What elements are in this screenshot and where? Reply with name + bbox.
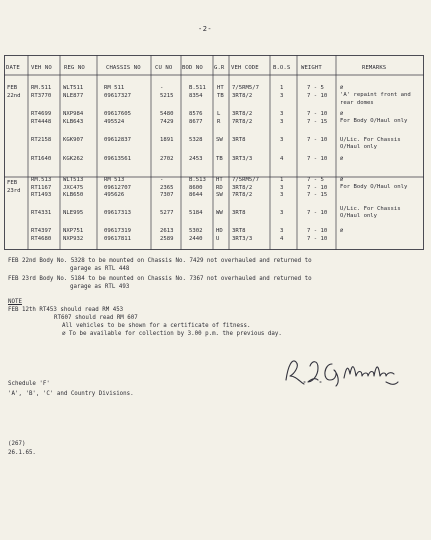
bod-no-cell	[189, 111, 202, 126]
cell-line: 3	[280, 137, 284, 143]
cell-line: 7 - 10	[307, 235, 328, 242]
veh-no-cell	[31, 137, 51, 145]
cell-line: 3	[280, 228, 284, 234]
cu-no-cell	[160, 228, 173, 243]
cell-line: 5328	[189, 137, 203, 143]
bos-cell	[280, 85, 283, 100]
cell-line: 3	[280, 111, 284, 117]
header-date: DATE	[6, 65, 20, 71]
gr-cell	[216, 228, 223, 243]
bos-cell	[280, 111, 283, 126]
reg-no-cell	[63, 228, 83, 243]
signature-drawing	[282, 352, 402, 392]
cell-line: RT1167	[31, 184, 52, 191]
cell-line: -	[160, 177, 164, 183]
cell-line: 2365	[160, 184, 174, 191]
cell-line: 3	[280, 210, 284, 216]
cell-line: 3	[280, 92, 284, 99]
reg-no-cell	[63, 137, 83, 145]
cell-line: 3RT8/2	[232, 111, 253, 117]
weight-cell	[307, 228, 327, 243]
header-veh-code: VEH CODE	[231, 65, 259, 71]
cell-line: 495626	[104, 192, 125, 199]
cu-no-cell	[160, 111, 173, 126]
cell-line: 8644	[189, 192, 203, 199]
cell-line: 3RT8/2	[232, 92, 253, 99]
cell-line: HT	[216, 177, 223, 183]
cell-line: RT1640	[31, 156, 52, 162]
cell-line: NXP751	[63, 228, 84, 234]
weight-cell	[307, 156, 327, 164]
remarks-cell	[340, 85, 420, 107]
cell-line: RM.511	[31, 85, 52, 91]
cell-line: ∅	[340, 85, 344, 91]
cell-line: 495524	[104, 118, 125, 125]
cell-line: ∅	[340, 156, 344, 162]
chassis-no-cell	[104, 156, 131, 164]
cell-line: WLT513	[63, 177, 84, 183]
cell-line: RD	[216, 184, 223, 191]
veh-no-cell	[31, 111, 51, 126]
cell-line: 09617313	[104, 210, 131, 216]
header-veh-no: VEH NO	[31, 65, 52, 71]
cell-line: 7 - 10	[307, 228, 328, 234]
chassis-no-cell	[104, 85, 131, 100]
cu-no-cell	[160, 156, 173, 164]
header-bod-no: BOD NO	[182, 65, 203, 71]
cell-line: RM 513	[104, 177, 125, 183]
chassis-no-cell	[104, 177, 131, 200]
cu-no-cell	[160, 177, 173, 200]
cell-line: ∅	[340, 228, 344, 234]
bod-no-cell	[189, 228, 202, 243]
cell-line: 7 - 10	[307, 156, 328, 162]
cell-line: 3RT8	[232, 210, 246, 216]
veh-no-cell	[31, 228, 51, 243]
cell-line: 7 - 15	[307, 118, 328, 125]
gr-cell	[216, 210, 223, 218]
cell-line: 09617327	[104, 92, 131, 99]
cell-line: For Body O/Haul only	[340, 184, 408, 191]
veh-code-cell	[232, 177, 259, 200]
body-note	[8, 276, 312, 291]
header-chassis-no: CHASSIS NO	[106, 65, 141, 71]
cell-line: NXP932	[63, 235, 84, 242]
cell-line: 1	[280, 177, 284, 183]
cell-line: 3RT3/3	[232, 235, 253, 242]
bod-no-cell	[189, 210, 202, 218]
date-day: 22nd	[7, 92, 21, 99]
cell-line: 8576	[189, 111, 203, 117]
cell-line: RM.513	[31, 177, 52, 183]
cell-line: KGK907	[63, 137, 84, 143]
cell-line: 5480	[160, 111, 174, 117]
cell-line: B.511	[189, 85, 206, 91]
cell-line: 2453	[189, 156, 203, 162]
header-weight: WEIGHT	[301, 65, 322, 71]
body-note-line: FEB 23rd Body No. 5184 to be mounted on Chassis No. 7367 not overhauled and returned to	[8, 276, 312, 282]
cell-line: 7 - 15	[307, 192, 328, 199]
veh-code-cell	[232, 156, 252, 164]
cell-line: RT4448	[31, 118, 52, 125]
cell-line: U/Lic. For Chassis O/Haul only	[340, 206, 401, 220]
weight-cell	[307, 85, 327, 100]
gr-cell	[216, 137, 223, 145]
cell-line: KLB650	[63, 192, 84, 199]
cell-line: 2613	[160, 228, 174, 234]
veh-code-cell	[232, 111, 252, 126]
bos-cell	[280, 210, 283, 218]
cell-line: RT4397	[31, 228, 52, 234]
cell-line: 8600	[189, 184, 203, 191]
date-month: FEB	[7, 85, 18, 91]
cell-line: 5184	[189, 210, 203, 216]
veh-code-cell	[232, 210, 245, 218]
header-cu-no: CU NO	[155, 65, 173, 71]
cell-line: 09612837	[104, 137, 131, 143]
note-heading: NOTE	[8, 299, 22, 305]
cell-line: U/Lic. For Chassis O/Haul only	[340, 137, 401, 151]
cell-line: 2440	[189, 235, 203, 242]
cu-no-cell	[160, 85, 173, 100]
cell-line: SW	[216, 192, 223, 199]
cell-line: 7/5RM5/7	[232, 85, 259, 91]
handwritten-signature	[282, 352, 402, 396]
cell-line: JXC475	[63, 184, 84, 191]
block-date	[7, 85, 20, 100]
cell-line: RT3770	[31, 92, 52, 99]
cell-line: U	[216, 235, 220, 242]
cell-line: 4	[280, 156, 284, 162]
bos-cell	[280, 177, 283, 200]
gr-cell	[216, 156, 223, 164]
remarks-cell	[340, 111, 420, 126]
body-note-line: garage as RTL 448	[70, 265, 130, 272]
cell-line: ∅	[340, 177, 344, 183]
veh-no-cell	[31, 156, 51, 164]
veh-code-cell	[232, 85, 259, 100]
cell-line: 7 - 10	[307, 92, 328, 99]
remarks-cell	[340, 156, 420, 163]
cell-line: 3RT8	[232, 137, 246, 143]
cell-line: 7/5RM5/7	[232, 177, 259, 183]
cell-line: 4	[280, 235, 284, 242]
cell-line: 3RT3/3	[232, 156, 253, 162]
reg-no-cell	[63, 156, 83, 164]
remarks-cell	[340, 137, 422, 152]
cell-line: WW	[216, 210, 223, 216]
body-note	[8, 258, 312, 273]
cell-line: 3	[280, 184, 284, 191]
cell-line: L	[217, 111, 221, 117]
cell-line: -	[160, 85, 164, 91]
cu-no-cell	[160, 137, 173, 145]
reg-no-cell	[63, 177, 83, 200]
reference-number: (267)	[8, 441, 26, 447]
weight-cell	[307, 177, 327, 200]
cell-line: 2589	[160, 235, 174, 242]
cell-line: 5302	[189, 228, 203, 234]
veh-code-cell	[232, 137, 245, 145]
cell-line: 7RT8/2	[232, 192, 253, 199]
reg-no-cell	[63, 111, 83, 126]
cell-line: 5215	[160, 92, 174, 99]
cell-line: 7429	[160, 118, 174, 125]
cell-line: 3	[280, 192, 284, 199]
cell-line: KLB643	[63, 118, 84, 125]
note-line: RT607 should read RM 607	[54, 315, 138, 321]
cell-line: RM 511	[104, 85, 125, 91]
note-line: ∅ To be available for collection by 3.00 p.m. the previous day.	[62, 331, 282, 337]
weight-cell	[307, 137, 327, 145]
bod-no-cell	[189, 156, 202, 164]
weight-cell	[307, 210, 327, 218]
cell-line: R	[217, 118, 221, 125]
note-line: All vehicles to be shown for a certificate of fitness.	[62, 323, 251, 329]
cell-line: 7 - 5	[307, 177, 324, 183]
cell-line: ∅	[340, 111, 344, 117]
cell-line: 8354	[189, 92, 203, 99]
remarks-cell	[340, 177, 420, 192]
cell-line: 7 - 10	[307, 210, 328, 216]
body-note-line: garage as RTL 493	[70, 283, 130, 290]
cell-line: 1891	[160, 137, 174, 143]
cell-line: 09617811	[104, 235, 131, 242]
cell-line: RT2158	[31, 137, 52, 143]
cell-line: TB	[217, 92, 224, 99]
chassis-no-cell	[104, 111, 131, 126]
bos-cell	[280, 228, 283, 243]
cell-line: RT4331	[31, 210, 52, 216]
document-date: 26.1.65.	[8, 450, 36, 456]
cell-line: For Body O/Haul only	[340, 118, 408, 125]
cell-line: 2702	[160, 156, 174, 162]
cell-line: 'A' repaint front and rear domes	[340, 92, 411, 106]
bos-cell	[280, 156, 283, 164]
date-day: 23rd	[7, 187, 21, 194]
page-number: -2-	[198, 25, 213, 33]
cell-line: 7RT8/2	[232, 118, 253, 125]
chassis-no-cell	[104, 137, 131, 145]
cell-line: HD	[216, 228, 223, 234]
cell-line: 7 - 5	[307, 85, 324, 91]
cell-line: 3	[280, 118, 284, 125]
schedule-title: Schedule 'F'	[8, 381, 50, 387]
cell-line: 5277	[160, 210, 174, 216]
gr-cell	[217, 85, 224, 100]
block-date	[7, 180, 20, 195]
header-gr: G.R	[214, 65, 225, 71]
bod-no-cell	[189, 137, 202, 145]
header-remarks: REMARKS	[362, 65, 387, 71]
cell-line: NLE877	[63, 92, 84, 99]
cell-line: 09617605	[104, 111, 131, 117]
cell-line: 7 - 10	[307, 184, 328, 191]
gr-cell	[217, 111, 220, 126]
cell-line: NXP984	[63, 111, 84, 117]
bod-no-cell	[189, 85, 206, 100]
note-line: FEB 12th RT453 should read RM 453	[8, 307, 124, 313]
reg-no-cell	[63, 210, 83, 218]
header-bos: B.O.S	[273, 65, 291, 71]
cell-line: RT1493	[31, 192, 52, 199]
cell-line: 09612707	[104, 184, 131, 191]
body-note-line: FEB 22nd Body No. 5328 to be mounted on Chassis No. 7429 not overhauled and returned to	[8, 258, 312, 264]
cell-line: 09613561	[104, 156, 131, 162]
bos-cell	[280, 137, 283, 145]
chassis-no-cell	[104, 228, 131, 243]
cell-line: 3RT8/2	[232, 184, 253, 191]
remarks-cell	[340, 228, 420, 235]
gr-cell	[216, 177, 223, 200]
cell-line: 8677	[189, 118, 203, 125]
veh-no-cell	[31, 177, 51, 200]
veh-no-cell	[31, 85, 51, 100]
cell-line: 7 - 10	[307, 111, 328, 117]
schedule-divisions: 'A', 'B', 'C' and Country Divisions.	[8, 391, 134, 397]
cell-line: RT4699	[31, 111, 52, 117]
cell-line: RT4680	[31, 235, 52, 242]
bod-no-cell	[189, 177, 206, 200]
date-month: FEB	[7, 180, 18, 186]
cell-line: 7307	[160, 192, 174, 199]
weight-cell	[307, 111, 327, 126]
reg-no-cell	[63, 85, 83, 100]
cell-line: 09617319	[104, 228, 131, 234]
cell-line: WLT511	[63, 85, 84, 91]
cell-line: 3RT8	[232, 228, 246, 234]
cell-line: HT	[217, 85, 224, 91]
cell-line: B.513	[189, 177, 206, 183]
cell-line: SW	[216, 137, 223, 143]
cell-line: NLE995	[63, 210, 84, 216]
cell-line: KGK262	[63, 156, 84, 162]
cell-line: TB	[216, 156, 223, 162]
cell-line: 1	[280, 85, 284, 91]
veh-no-cell	[31, 210, 51, 218]
cu-no-cell	[160, 210, 173, 218]
veh-code-cell	[232, 228, 252, 243]
chassis-no-cell	[104, 210, 131, 218]
remarks-cell	[340, 206, 422, 221]
header-reg-no: REG NO	[64, 65, 85, 71]
cell-line: 7 - 10	[307, 137, 328, 143]
